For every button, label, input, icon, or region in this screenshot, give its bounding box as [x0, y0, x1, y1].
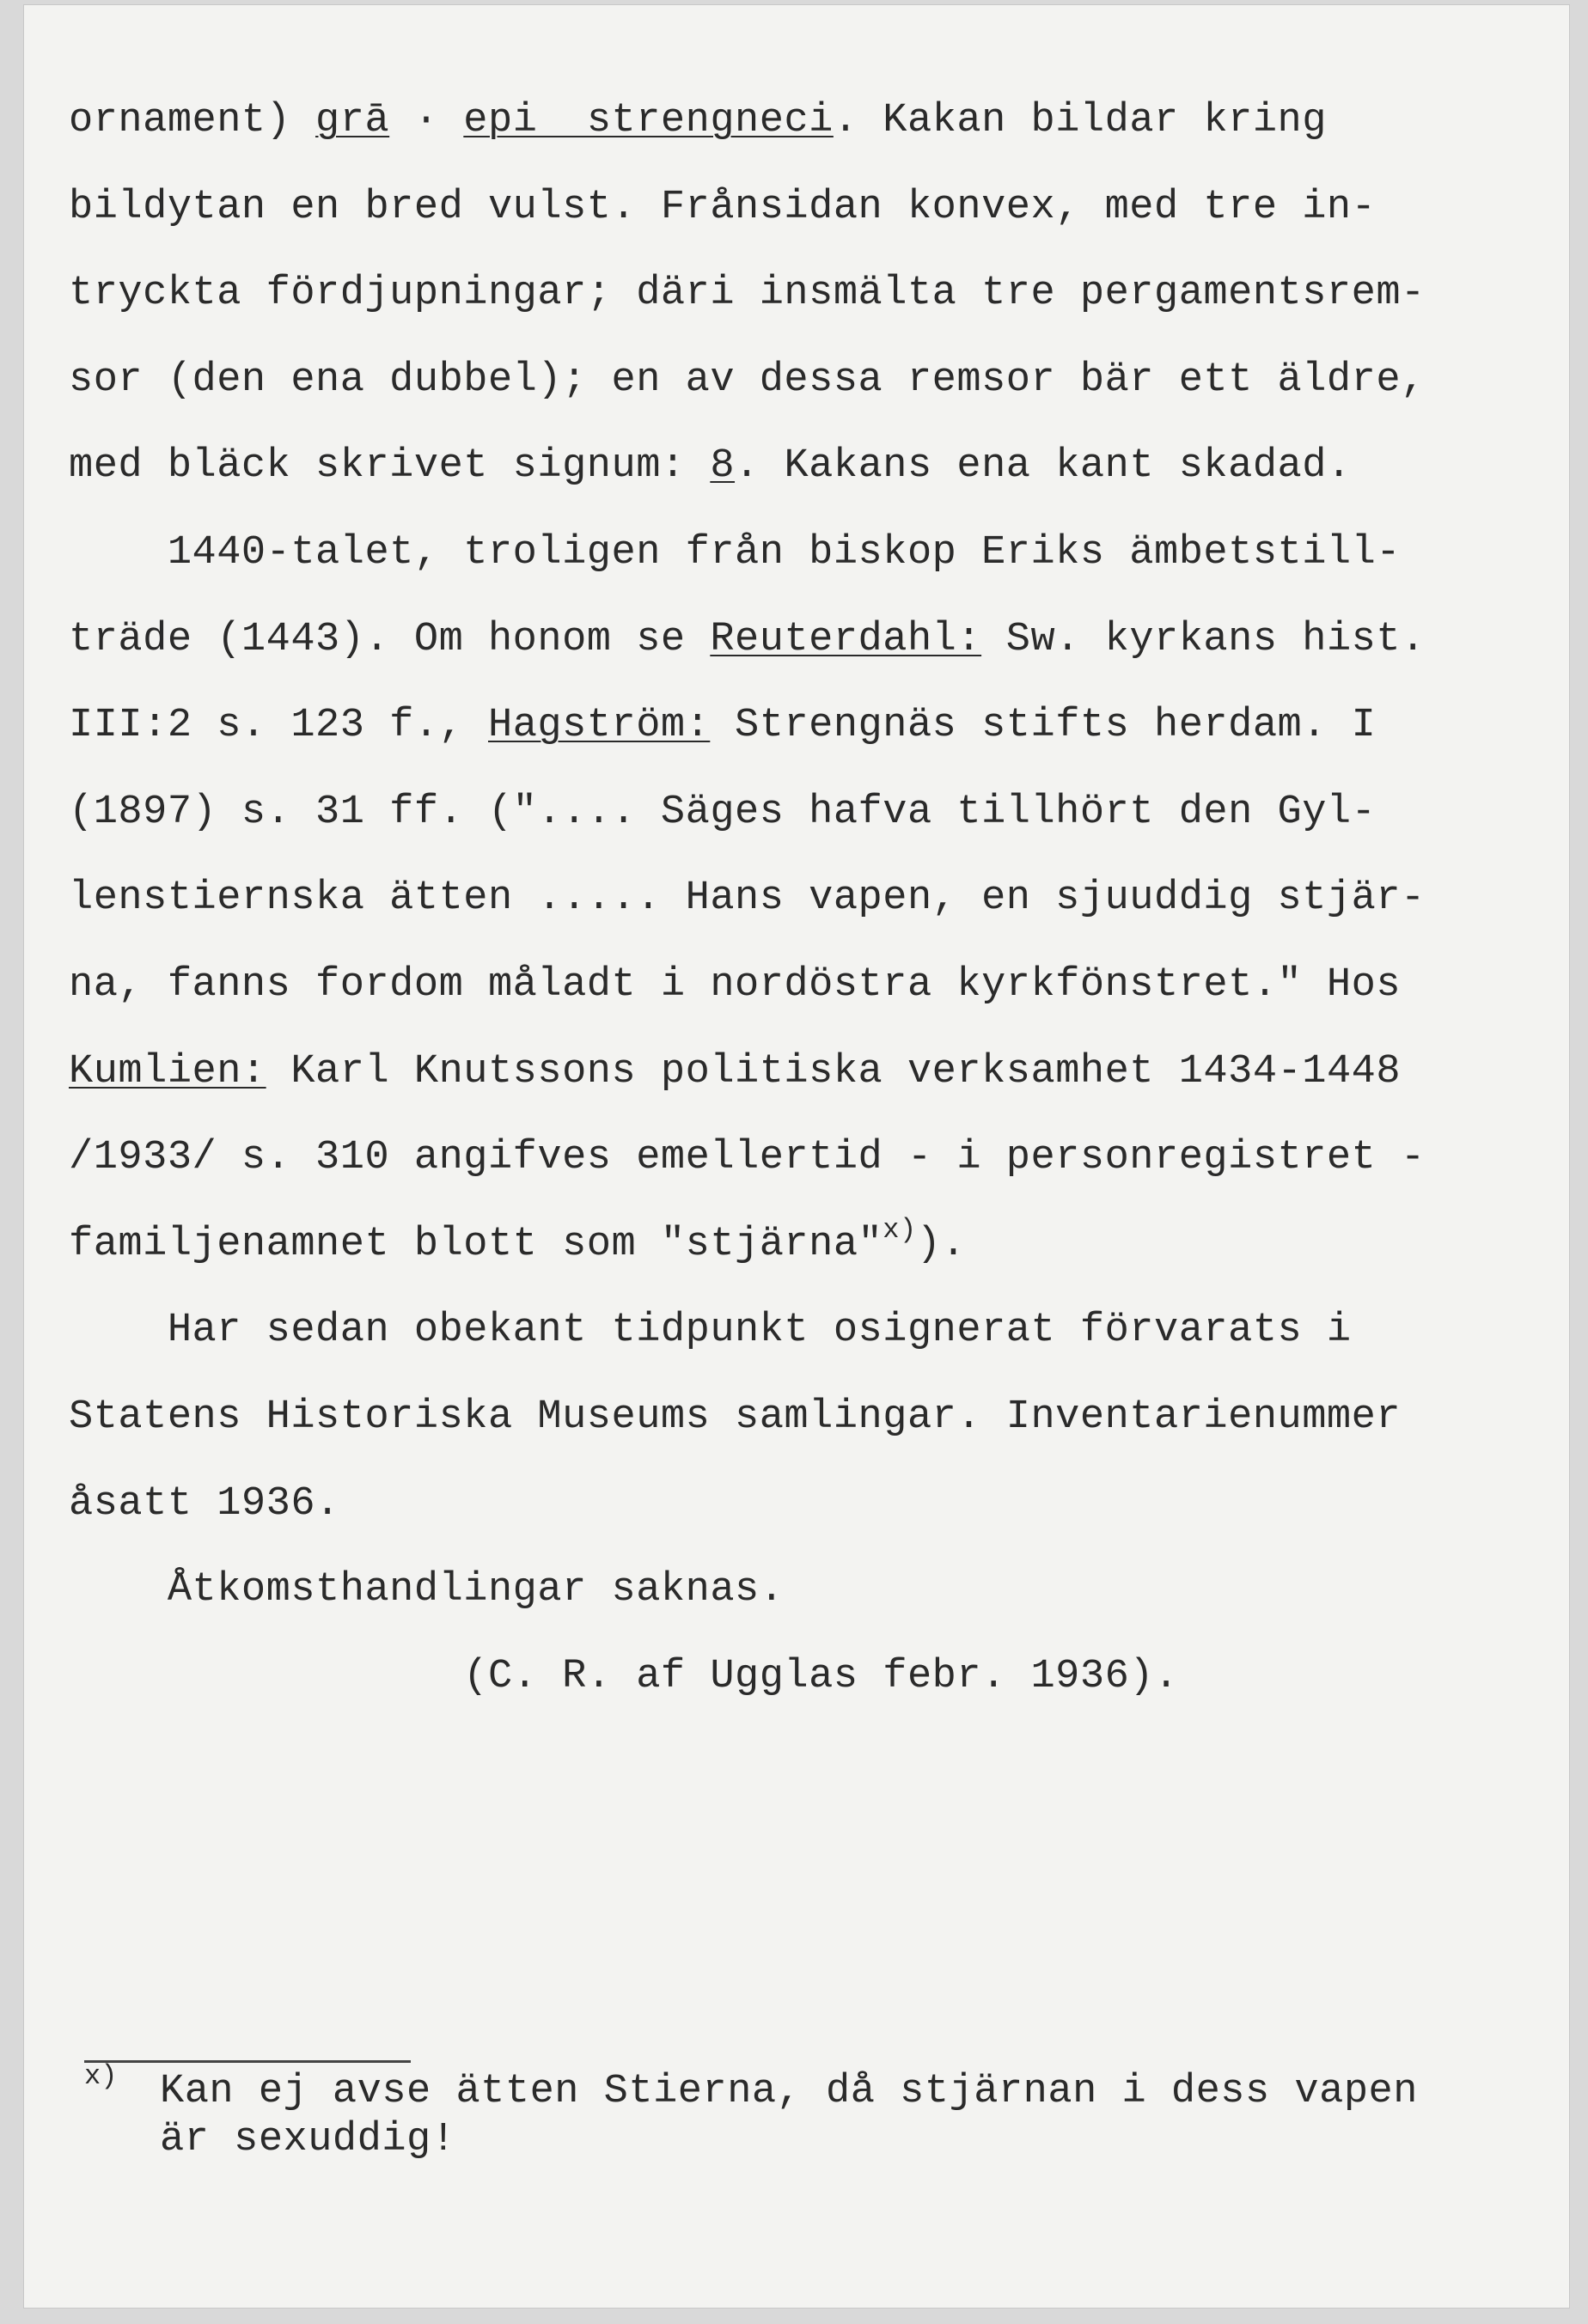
text-line	[69, 1135, 1426, 1180]
footnote-mark: x)	[84, 2060, 118, 2092]
text-segment: träde (1443). Om honom se	[69, 616, 711, 662]
text-line	[69, 1213, 967, 1267]
underlined-text: Reuterdahl:	[710, 616, 982, 662]
text-line	[69, 1308, 1352, 1353]
text-segment: ).	[916, 1221, 967, 1267]
underlined-text: Kumlien:	[69, 1048, 266, 1095]
text-segment: Statens Historiska Museums samlingar. Inventarienummer	[69, 1394, 1402, 1440]
text-line	[69, 617, 1426, 662]
text-segment: Har sedan obekant tidpunkt osignerat förvarats i	[69, 1308, 1352, 1354]
text-line	[69, 1481, 340, 1527]
text-line	[69, 357, 1426, 403]
text-segment: /1933/ s. 310 angifves emellertid - i personregistret -	[69, 1135, 1426, 1181]
text-segment: . Kakans ena kant skadad.	[735, 443, 1352, 490]
text-segment: ornament)	[69, 98, 316, 143]
text-segment: . Kakan bildar kring	[833, 98, 1327, 143]
text-line	[69, 1394, 1401, 1440]
text-line	[69, 1049, 1401, 1095]
text-line	[69, 1567, 784, 1613]
text-segment: åsatt 1936.	[69, 1480, 340, 1527]
text-segment: bildytan en bred vulst. Frånsidan konvex, med tre in-	[69, 184, 1377, 230]
text-line	[69, 703, 1376, 748]
text-line	[69, 962, 1401, 1008]
text-segment: sor (den ena dubbel); en av dessa remsor bär ett äldre,	[69, 357, 1426, 403]
text-segment: (C. R. af Ugglas febr. 1936).	[69, 1653, 1179, 1699]
footnote-reference: x)	[883, 1213, 917, 1246]
text-line	[69, 790, 1376, 835]
text-segment: (1897) s. 31 ff. (".... Säges hafva tillhört den Gyl-	[69, 789, 1377, 835]
text-line	[69, 443, 1352, 489]
text-segment: na, fanns fordom måladt i nordöstra kyrkfönstret." Hos	[69, 962, 1402, 1008]
footnote-rule	[84, 2060, 411, 2063]
text-line	[69, 875, 1426, 921]
text-line	[69, 185, 1376, 230]
underlined-text: epi strengneci	[463, 98, 834, 143]
underlined-text: Hagström:	[487, 703, 711, 749]
footnote-line-2: är sexuddig!	[160, 2117, 456, 2162]
underlined-text: 8	[710, 443, 736, 490]
text-line	[69, 271, 1426, 316]
text-segment: Åtkomsthandlingar saknas.	[69, 1567, 785, 1613]
text-segment: ·	[389, 98, 464, 143]
document-card	[24, 5, 1569, 2308]
text-segment: familjenamnet blott som "stjärna"	[69, 1221, 883, 1267]
text-segment: Karl Knutssons politiska verksamhet 1434-1448	[266, 1048, 1402, 1095]
text-segment: 1440-talet, troligen från biskop Eriks ämbetstill-	[69, 530, 1402, 576]
footnote-line-1: Kan ej avse ätten Stierna, då stjärnan i dess vapen	[160, 2069, 1418, 2114]
text-segment: Strengnäs stifts herdam. I	[710, 703, 1377, 749]
text-line	[69, 98, 1327, 143]
text-line	[69, 530, 1401, 576]
text-segment: III:2 s. 123 f.,	[69, 703, 488, 749]
text-line	[69, 1654, 1179, 1699]
text-segment: lenstiernska ätten ..... Hans vapen, en sjuuddig stjär-	[69, 875, 1426, 922]
underlined-text: grā	[315, 98, 390, 143]
text-segment: Sw. kyrkans hist.	[981, 616, 1426, 662]
text-segment: med bläck skrivet signum:	[69, 443, 711, 490]
text-segment: tryckta fördjupningar; däri insmälta tre pergamentsrem-	[69, 271, 1426, 317]
